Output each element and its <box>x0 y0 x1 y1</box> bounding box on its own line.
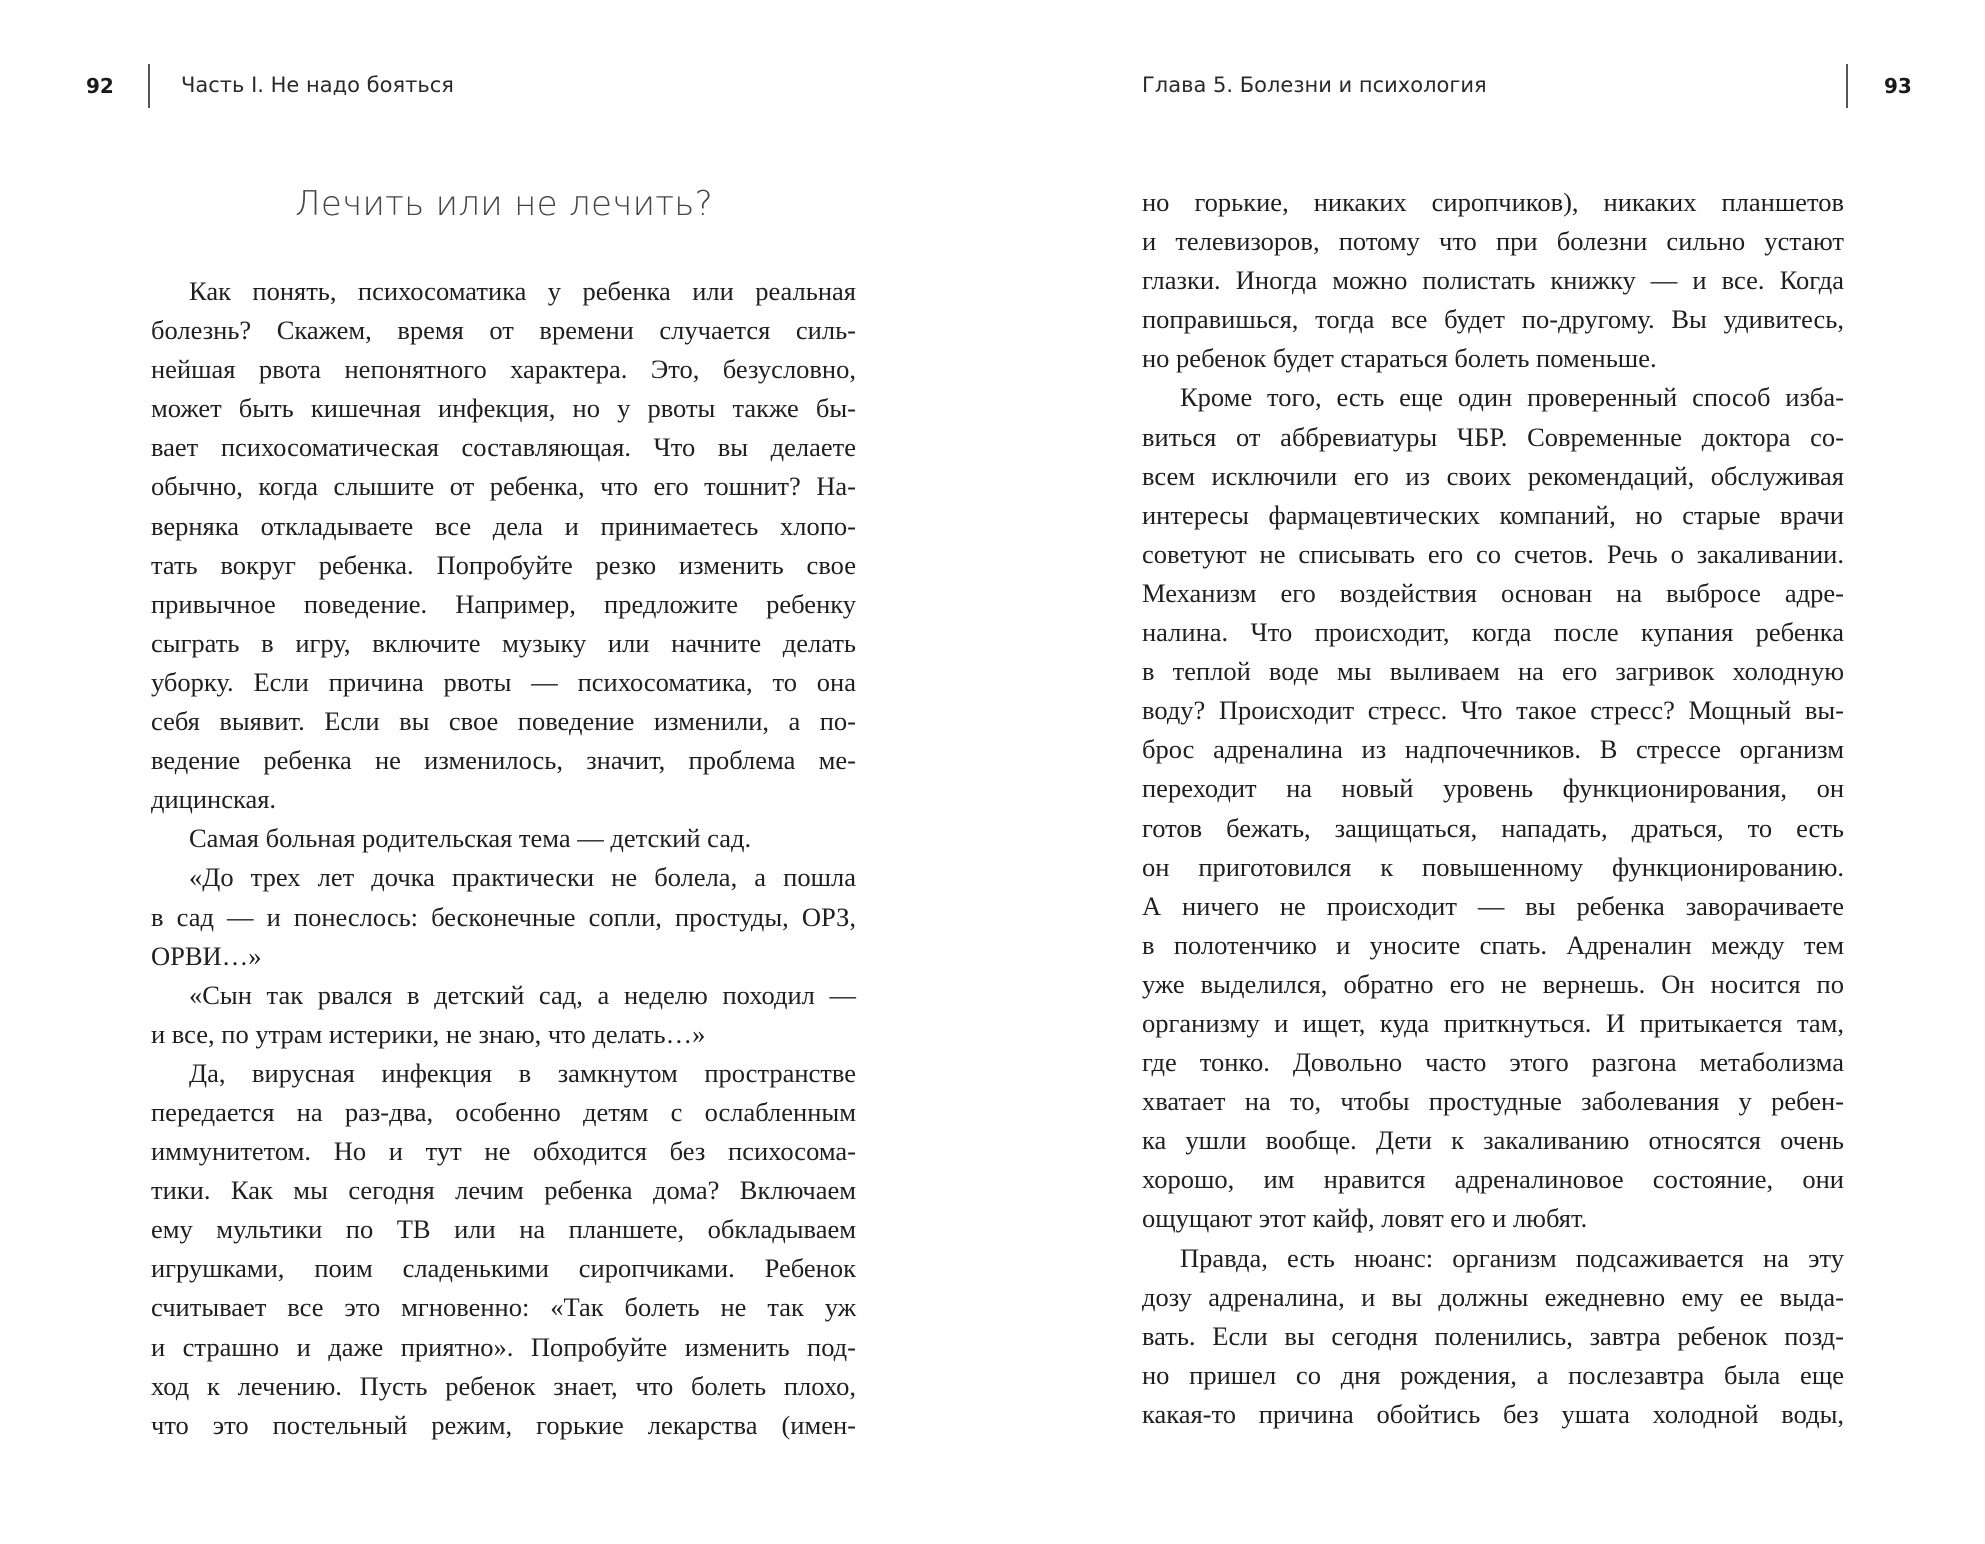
running-head: Часть I. Не надо бояться <box>181 73 454 97</box>
text-line: глазки. Иногда можно полистать книжку — и все. Когда <box>1142 265 1844 296</box>
text-line: но ребенок будет стараться болеть поменьше. <box>1142 343 1657 374</box>
text-line: всем исключили его из своих рекомендаций, обслуживая <box>1142 460 1844 491</box>
text-line: «До трех лет дочка практически не болела, а пошла <box>189 862 856 893</box>
running-head: Глава 5. Болезни и психология <box>1142 73 1487 97</box>
text-line: Как понять, психосоматика у ребенка или реальная <box>189 276 856 306</box>
text-line: считывает все это мгновенно: «Так болеть не так уж <box>151 1292 856 1323</box>
section-title: Лечить или не лечить? <box>295 184 713 224</box>
header-divider <box>1846 64 1848 108</box>
text-line: в полотенчико и уносите спать. Адреналин между тем <box>1142 929 1844 960</box>
text-line: хорошо, им нравится адреналиновое состояние, они <box>1142 1164 1844 1195</box>
body-text <box>151 272 856 1445</box>
text-line: ощущают этот кайф, ловят его и любят. <box>1142 1203 1588 1234</box>
text-line: виться от аббревиатуры ЧБР. Современные доктора со- <box>1142 421 1844 452</box>
text-line: привычное поведение. Например, предложите ребенку <box>151 588 856 619</box>
text-line: игрушками, поим сладенькими сиропчиками. Ребенок <box>151 1253 856 1284</box>
text-line: иммунитетом. Но и тут не обходится без психосома- <box>151 1136 856 1167</box>
text-line: нейшая рвота непонятного характера. Это, безусловно, <box>151 354 856 385</box>
text-line: тики. Как мы сегодня лечим ребенка дома? Включаем <box>151 1175 856 1206</box>
text-line: брос адреналина из надпочечников. В стрессе организм <box>1142 734 1844 765</box>
text-line: что это постельный режим, горькие лекарства (имен- <box>151 1409 856 1440</box>
text-line: вать. Если вы сегодня поленились, завтра ребенок позд- <box>1142 1320 1844 1351</box>
text-line: переходит на новый уровень функционирования, он <box>1142 773 1844 804</box>
text-line: дозу адреналина, и вы должны ежедневно ему ее выда- <box>1142 1281 1844 1312</box>
text-line: и страшно и даже приятно». Попробуйте изменить под- <box>151 1331 856 1362</box>
left-page <box>0 0 992 1544</box>
text-line: «Сын так рвался в детский сад, а неделю походил — <box>189 979 856 1010</box>
text-line: себя выявит. Если вы свое поведение изменили, а по- <box>151 706 856 737</box>
header-divider <box>148 64 150 108</box>
text-line: ка ушли вообще. Дети к закаливанию относятся очень <box>1142 1125 1844 1156</box>
text-line: готов бежать, защищаться, нападать, драться, то есть <box>1142 812 1844 843</box>
text-line: и телевизоров, потому что при болезни сильно устают <box>1142 226 1844 257</box>
text-line: Да, вирусная инфекция в замкнутом пространстве <box>189 1057 856 1088</box>
text-line: может быть кишечная инфекция, но у рвоты также бы- <box>151 393 856 424</box>
body-text <box>1142 183 1844 1434</box>
text-line: в сад — и понеслось: бесконечные сопли, простуды, ОРЗ, <box>151 901 856 932</box>
text-line: и все, по утрам истерики, не знаю, что делать…» <box>151 1018 706 1049</box>
text-line: ведение ребенка не изменилось, значит, проблема ме- <box>151 745 856 776</box>
right-page <box>992 0 1985 1544</box>
text-line: верняка откладываете все дела и принимаетесь хлопо- <box>151 510 856 541</box>
page-number: 92 <box>86 74 114 98</box>
text-line: но горькие, никаких сиропчиков), никаких планшетов <box>1142 187 1844 217</box>
text-line: интересы фармацевтических компаний, но старые врачи <box>1142 499 1844 530</box>
text-line: ОРВИ…» <box>151 940 262 971</box>
text-line: советуют не списывать его со счетов. Речь о закаливании. <box>1142 538 1844 569</box>
text-line: передается на раз-два, особенно детям с ослабленным <box>151 1096 856 1127</box>
text-line: сыграть в игру, включите музыку или начните делать <box>151 627 856 658</box>
text-line: А ничего не происходит — вы ребенка заворачиваете <box>1142 890 1844 921</box>
text-line: обычно, когда слышите от ребенка, что его тошнит? На- <box>151 471 856 502</box>
text-line: в теплой воде мы выливаем на его загривок холодную <box>1142 656 1844 687</box>
page-number: 93 <box>1884 74 1912 98</box>
text-line: Самая больная родительская тема — детский сад. <box>189 823 752 854</box>
text-line: уборку. Если причина рвоты — психосоматика, то она <box>151 666 856 697</box>
text-line: Правда, есть нюанс: организм подсаживается на эту <box>1180 1242 1844 1273</box>
text-line: воду? Происходит стресс. Что такое стресс? Мощный вы- <box>1142 695 1844 726</box>
text-line: где тонко. Довольно часто этого разгона метаболизма <box>1142 1047 1844 1078</box>
text-line: болезнь? Скажем, время от времени случается силь- <box>151 315 856 346</box>
text-line: но пришел со дня рождения, а послезавтра была еще <box>1142 1359 1844 1390</box>
text-line: налина. Что происходит, когда после купания ребенка <box>1142 617 1844 648</box>
text-line: вает психосоматическая составляющая. Что вы делаете <box>151 432 856 463</box>
text-line: он приготовился к повышенному функционированию. <box>1142 851 1844 882</box>
text-line: хватает на то, чтобы простудные заболевания у ребен- <box>1142 1086 1844 1117</box>
text-line: Кроме того, есть еще один проверенный способ изба- <box>1180 382 1844 413</box>
text-line: ему мультики по ТВ или на планшете, обкладываем <box>151 1214 856 1245</box>
text-line: поправишься, тогда все будет по-другому. Вы удивитесь, <box>1142 304 1844 335</box>
text-line: дицинская. <box>151 784 277 815</box>
text-line: организму и ищет, куда приткнуться. И притыкается там, <box>1142 1007 1844 1038</box>
text-line: уже выделился, обратно его не вернешь. Он носится по <box>1142 968 1844 999</box>
text-line: какая-то причина обойтись без ушата холодной воды, <box>1142 1398 1844 1429</box>
text-line: тать вокруг ребенка. Попробуйте резко изменить свое <box>151 549 856 580</box>
text-line: ход к лечению. Пусть ребенок знает, что болеть плохо, <box>151 1370 856 1401</box>
text-line: Механизм его воздействия основан на выбросе адре- <box>1142 577 1844 608</box>
